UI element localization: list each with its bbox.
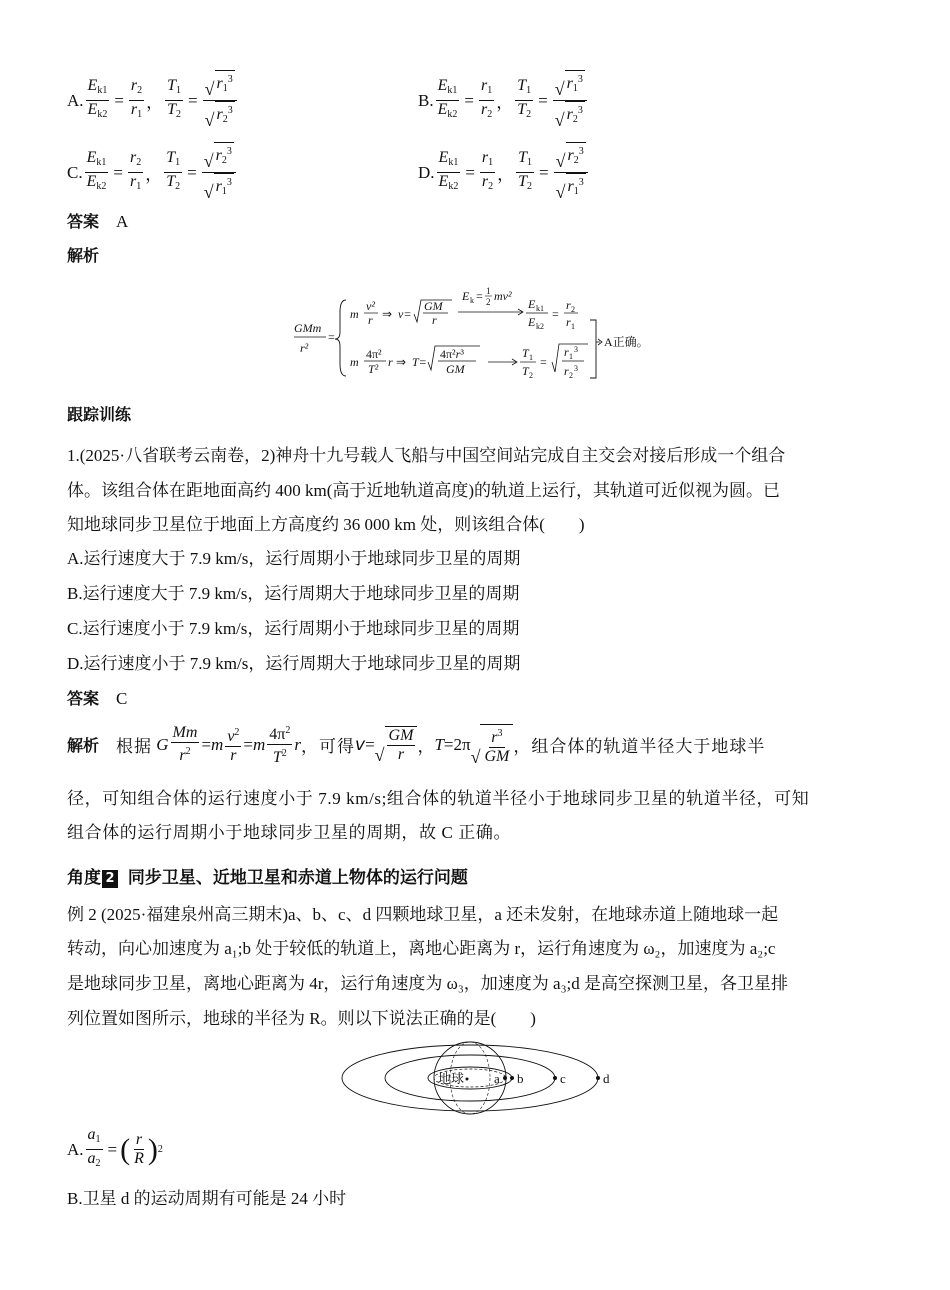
option-label: C.	[67, 162, 83, 182]
q1-option-C: C.运行速度小于 7.9 km/s，运行周期小于地球同步卫星的周期	[67, 619, 520, 638]
orbit-c	[385, 1055, 555, 1101]
q1-option-A: A.运行速度大于 7.9 km/s，运行周期小于地球同步卫星的周期	[67, 549, 521, 568]
option-C: C. $\frac{E_{k1}}{E_{k2}}$ = $\frac{r_2}{r_1}$ ， $\frac{T_1}{T_2}$ = √ $r_2^3$ √ $r_1^3$	[67, 142, 238, 203]
svg-text:m: m	[350, 307, 359, 321]
svg-text:E: E	[528, 297, 536, 311]
svg-text:k: k	[470, 296, 474, 305]
q1-option-B: B.运行速度大于 7.9 km/s，运行周期大于地球同步卫星的周期	[67, 584, 520, 603]
svg-text:1: 1	[571, 322, 575, 331]
svg-text:d: d	[603, 1071, 610, 1086]
svg-text:GM: GM	[424, 299, 443, 313]
ex2-line-2: 转动，向心加速度为 a₁;b 处于较低的轨道上，离地心距离为 r，运行角速度为 ω₂，加速度为 a₂;c	[67, 939, 776, 958]
svg-text:v²: v²	[366, 299, 375, 313]
svg-text:1: 1	[569, 352, 573, 361]
svg-text:GM: GM	[446, 362, 465, 376]
svg-text:⇒: ⇒	[382, 307, 393, 321]
svg-text:=: =	[552, 307, 559, 321]
svg-text:1: 1	[529, 353, 533, 362]
svg-text:a: a	[494, 1071, 500, 1086]
svg-text:4π²r³: 4π²r³	[440, 347, 464, 361]
svg-text:4π²: 4π²	[366, 347, 382, 361]
svg-text:2: 2	[529, 371, 533, 380]
svg-text:1: 1	[486, 286, 491, 296]
svg-text:r: r	[566, 315, 571, 329]
svg-text:T=: T=	[412, 355, 427, 369]
q1-answer: 答案 C	[67, 689, 128, 708]
svg-text:=: =	[328, 330, 335, 344]
option-label: A.	[67, 90, 84, 110]
option-label: B.	[418, 90, 434, 110]
q1-line-1: 1.(2025·八省联考云南卷，2)神舟十九号载人飞船与中国空间站完成自主交会对接后形成一个组合	[67, 446, 786, 465]
q1-line-2: 体。该组合体在距地面高约 400 km(高于近地轨道高度)的轨道上运行，其轨道可近似视为圆。已	[67, 481, 781, 500]
svg-text:T: T	[522, 346, 529, 360]
option-D: D. $\frac{E_{k1}}{E_{k2}}$ = $\frac{r_1}{r_2}$ ， $\frac{T_1}{T_2}$ = √ $r_2^3$ √ $r_1^3$	[418, 142, 590, 203]
q1-option-D: D.运行速度小于 7.9 km/s，运行周期大于地球同步卫星的周期	[67, 654, 521, 673]
ex2-line-3: 是地球同步卫星，离地心距离为 4r，运行角速度为 ω₃，加速度为 a₃;d 是高空探测卫星，各卫星排	[67, 974, 788, 993]
q1-analysis-line-1: 解析 根据 G $\frac{Mm}{r^2}$ = m $\frac{v^2}{r}$ = m $\frac{4\pi^2}{T^2}$ r ，可得 v = √ $\frac{GM}{r}$ ， T =2π √ $\frac{r^3}{GM}$ ，组合体的轨道半径大于地球半	[67, 724, 766, 767]
q1-line-3: 知地球同步卫星位于地面上方高度约 36 000 km 处，则该组合体( )	[67, 515, 585, 534]
svg-text:v=: v=	[398, 307, 412, 321]
svg-text:3: 3	[574, 345, 578, 354]
svg-text:2: 2	[486, 297, 491, 307]
svg-text:k2: k2	[536, 322, 544, 331]
svg-text:3: 3	[574, 364, 578, 373]
svg-text:r²: r²	[300, 341, 309, 355]
svg-text:T: T	[522, 364, 529, 378]
svg-text:=: =	[476, 289, 483, 303]
orbit-figure	[338, 1041, 628, 1117]
deriv-lhs: GMm	[294, 321, 322, 335]
option-label: D.	[418, 162, 435, 182]
svg-text:⇒: ⇒	[396, 355, 407, 369]
angle-number-badge: 2	[102, 870, 118, 888]
q1-analysis-line-3: 组合体的运行周期小于地球同步卫星的周期，故 C 正确。	[67, 823, 512, 842]
svg-text:2: 2	[571, 305, 575, 314]
answer-1: 答案 A	[67, 212, 129, 231]
analysis-label-1: 解析	[67, 246, 100, 265]
svg-text:r: r	[564, 345, 569, 359]
svg-text:r: r	[368, 313, 373, 327]
svg-text:r: r	[388, 355, 393, 369]
svg-text:r: r	[566, 298, 571, 312]
deriv-conclusion: A正确。	[604, 335, 649, 349]
svg-text:2: 2	[569, 371, 573, 380]
svg-text:T²: T²	[368, 362, 379, 376]
svg-text:r: r	[564, 364, 569, 378]
svg-text:k1: k1	[536, 304, 544, 313]
earth-label: 地球	[438, 1071, 465, 1086]
svg-text:b: b	[517, 1071, 524, 1086]
ex2-line-1: 例 2 (2025·福建泉州高三期末)a、b、c、d 四颗地球卫星，a 还未发射，在地球赤道上随地球一起	[67, 905, 779, 924]
ex2-option-A: A. $\frac{a_1}{a_2}$ = ( $\frac{r}{R}$ ) 2	[67, 1126, 163, 1169]
svg-text:c: c	[560, 1071, 566, 1086]
svg-text:m: m	[350, 355, 359, 369]
q1-analysis-line-2: 径，可知组合体的运行速度小于 7.9 km/s;组合体的轨道半径小于地球同步卫星的轨道半径，可知	[67, 789, 810, 808]
practice-title: 跟踪训练	[67, 405, 132, 424]
svg-text:E: E	[528, 315, 536, 329]
angle-heading: 角度 2 同步卫星、近地卫星和赤道上物体的运行问题	[67, 868, 468, 888]
option-B: B. $\frac{E_{k1}}{E_{k2}}$ = $\frac{r_1}{r_2}$ ， $\frac{T_1}{T_2}$ = √ $r_1^3$ √ $r_2^3$	[418, 70, 589, 131]
derivation-diagram	[290, 282, 670, 392]
svg-text:=: =	[540, 355, 547, 369]
svg-text:r: r	[432, 313, 437, 327]
option-A: A. $\frac{E_{k1}}{E_{k2}}$ = $\frac{r_2}{r_1}$ ， $\frac{T_1}{T_2}$ = √ $r_1^3$ √ $r_2^3$	[67, 70, 239, 131]
svg-text:mv²: mv²	[494, 289, 512, 303]
ex2-line-4: 列位置如图所示，地球的半径为 R。则以下说法正确的是( )	[67, 1009, 536, 1028]
ex2-option-B: B.卫星 d 的运动周期有可能是 24 小时	[67, 1189, 347, 1208]
svg-text:E: E	[462, 289, 470, 303]
